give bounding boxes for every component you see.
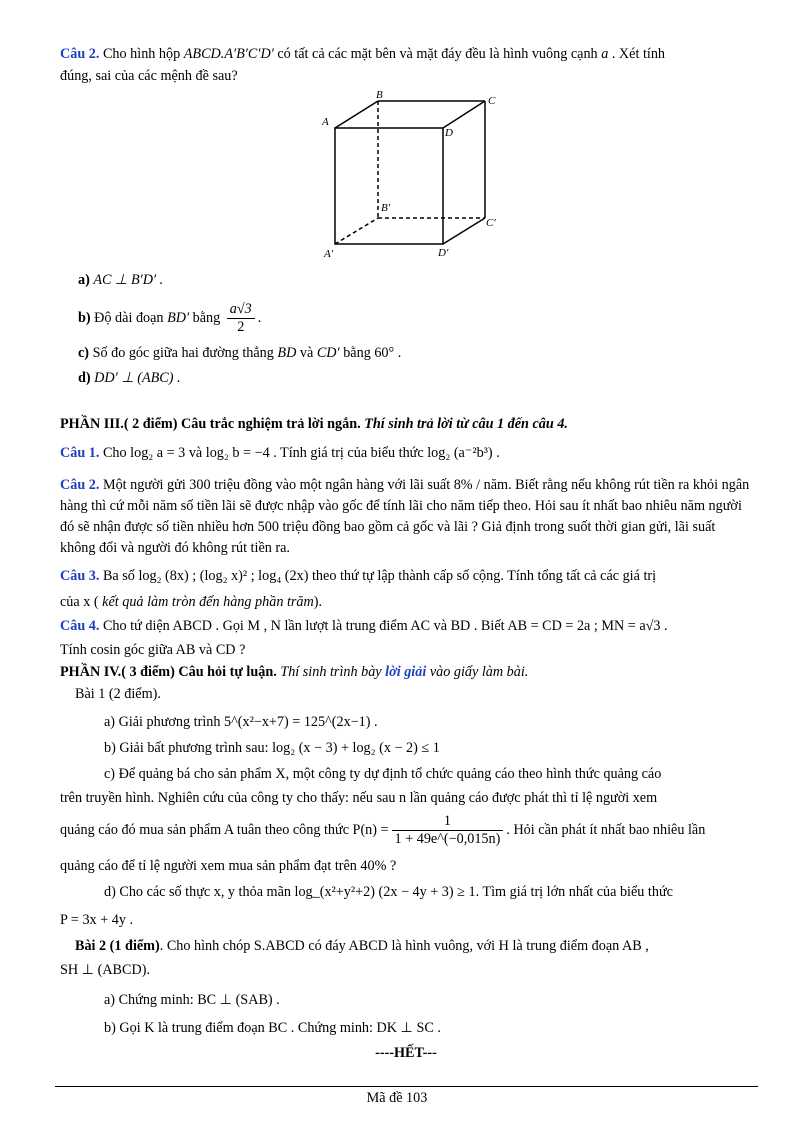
footer-divider xyxy=(55,1086,758,1087)
b1c-line3: quảng cáo đó mua sản phẩm A tuân theo công thức P(n) = $\frac{1}{1 + 49e\^{}(-0,015n)}$ . Hỏi cần phát ít nhất bao nhiêu lần xyxy=(60,813,706,848)
bai1-title: Bài 1 (2 điểm). xyxy=(75,686,161,702)
label-D: D xyxy=(445,127,453,139)
p3-q3: Câu 3. Ba số log₂ (8x) ; (log₂ x)² ; log₄ (2x) theo thứ tự lập thành cấp số cộng. Tính tổng tất cả các giá trị xyxy=(60,568,657,584)
stmt-d: d) DD′ ⊥ (ABC) . xyxy=(78,370,181,386)
fraction-pn: $\frac{1}{1 + 49e\^{}(-0,015n)}$ xyxy=(392,813,504,848)
b2b: b) Gọi K là trung điểm đoạn BC . Chứng minh: DK ⊥ SC . xyxy=(104,1020,441,1036)
p3-q1: Câu 1. Cho log₂ a = 3 và log₂ b = −4 . Tính giá trị của biểu thức log₂ (a⁻²b³) . xyxy=(60,445,500,461)
q2-intro-line2: đúng, sai của các mệnh đề sau? xyxy=(60,68,238,84)
b1c-line1: c) Để quảng bá cho sản phẩm X, một công ty dự định tổ chức quảng cáo theo hình thức quảng cáo xyxy=(104,766,662,782)
b1c-line2: trên truyền hình. Nghiên cứu của công ty cho thấy: nếu sau n lần quảng cáo được phát thì tỉ lệ người xem xyxy=(60,790,658,806)
cube-figure xyxy=(310,88,510,263)
p3-q3-line2: của x ( kết quả làm tròn đến hàng phần trăm). xyxy=(60,594,323,610)
stmt-c: c) Số đo góc giữa hai đường thẳng BD và CD′ bằng 60° . xyxy=(78,345,402,361)
fraction-bd: $\frac{a√3}{2}$ xyxy=(227,301,255,336)
b1a: a) Giải phương trình 5^(x²−x+7) = 125^(2x−1) . xyxy=(104,714,378,730)
p3-q4-line2: Tính cosin góc giữa AB và CD ? xyxy=(60,642,246,658)
label-D1: D′ xyxy=(438,247,449,259)
b1b: b) Giải bất phương trình sau: log₂ (x − 3) + log₂ (x − 2) ≤ 1 xyxy=(104,740,440,756)
label-C: C xyxy=(488,95,496,107)
label-A: A xyxy=(322,116,329,128)
label-A1: A′ xyxy=(324,248,334,260)
label-C1: C′ xyxy=(486,217,496,229)
part3-title: PHẦN III.( 2 điểm) Câu trắc nghiệm trả lời ngắn. Thí sinh trả lời từ câu 1 đến câu 4. xyxy=(60,416,568,432)
label-B1: B′ xyxy=(381,202,391,214)
end-mark: ----HẾT--- xyxy=(375,1045,437,1061)
footer-code: Mã đề 103 xyxy=(366,1090,428,1106)
part4-title: PHẦN IV.( 3 điểm) Câu hỏi tự luận. Thí sinh trình bày lời giải vào giấy làm bài. xyxy=(60,664,529,680)
bai2: Bài 2 (1 điểm). Cho hình chóp S.ABCD có đáy ABCD là hình vuông, với H là trung điểm đoạn AB , xyxy=(75,938,649,954)
label-B: B xyxy=(376,89,383,101)
stmt-b: b) Độ dài đoạn BD′ bằng $\frac{a√3}{2}$ . xyxy=(78,301,262,336)
b2a: a) Chứng minh: BC ⊥ (SAB) . xyxy=(104,992,280,1008)
p3-q4: Câu 4. Cho tứ diện ABCD . Gọi M , N lần lượt là trung điểm AC và BD . Biết AB = CD = 2a ; MN = a√3 . xyxy=(60,618,668,634)
b1d-line1: d) Cho các số thực x, y thỏa mãn log_(x²+y²+2) (2x − 4y + 3) ≥ 1. Tìm giá trị lớn nhất của biểu thức xyxy=(104,884,673,900)
b1c-line4: quảng cáo để tỉ lệ người xem mua sản phẩm đạt trên 40% ? xyxy=(60,858,397,874)
p3-q2: Câu 2. Một người gửi 300 triệu đồng vào một ngân hàng với lãi suất 8% / năm. Biết rằng nếu không rút tiền ra khỏi ngân hàng thì cứ mỗi năm số tiền lãi sẽ được nhập vào gốc để tính lãi cho năm tiếp theo. Hỏi sau ít nhất bao nhiêu năm người đó sẽ nhận được số tiền nhiều hơn 500 triệu đồng bao gồm cả gốc và lãi ? Giả định trong suốt thời gian gửi, lãi suất không đổi và người đó không rút tiền ra. xyxy=(60,477,750,556)
b1d-line2: P = 3x + 4y . xyxy=(60,912,134,928)
q2-label: Câu 2. xyxy=(60,46,100,62)
bai2-line2: SH ⊥ (ABCD). xyxy=(60,962,151,978)
q2-intro: Câu 2. Cho hình hộp ABCD.A′B′C′D′ có tất cả các mặt bên và mặt đáy đều là hình vuông cạnh a . Xét tính xyxy=(60,46,666,62)
stmt-a: a) AC ⊥ B′D′ . xyxy=(78,272,164,288)
